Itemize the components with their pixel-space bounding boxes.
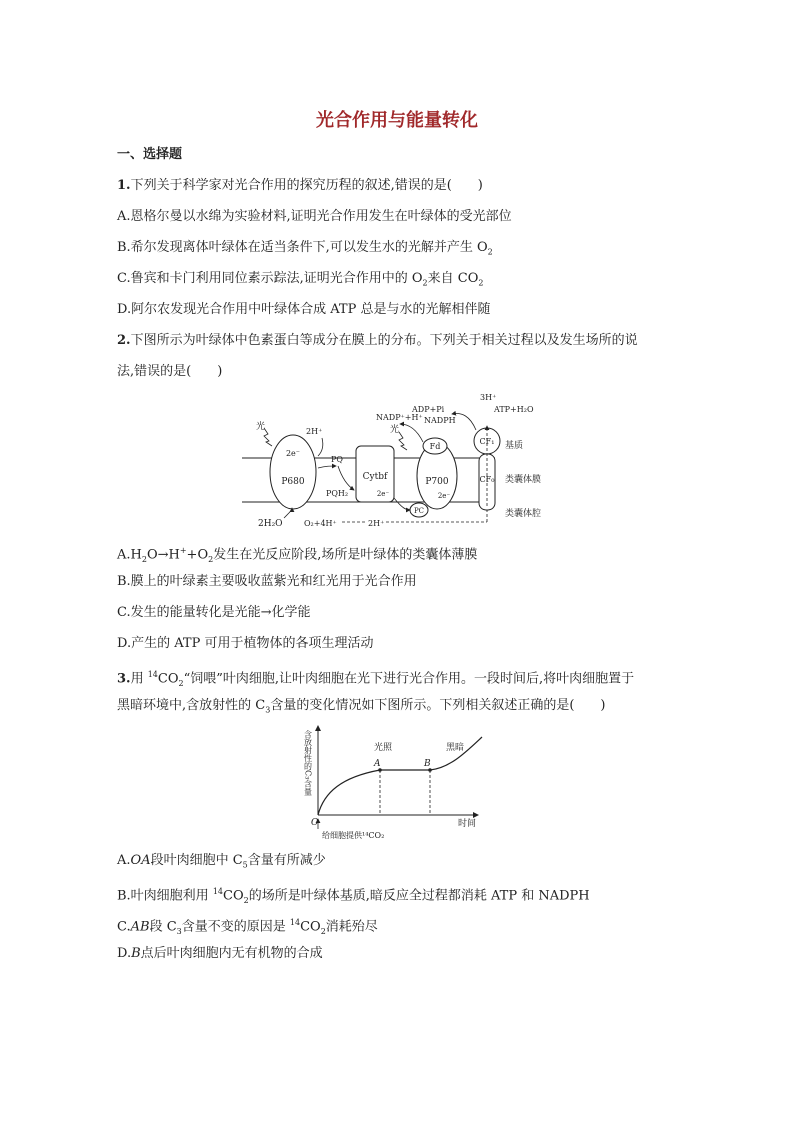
q3-option-d: [117, 945, 323, 963]
q3-c-italic: AB: [130, 919, 150, 935]
light-phase-label: 光照: [374, 743, 393, 753]
cytbf-e-label: 2e⁻: [376, 490, 390, 498]
q3-c-t5: 消耗殆尽: [325, 919, 378, 935]
q3-c-t1: C.: [117, 919, 131, 935]
oxygen-label: O₂+4H⁺: [304, 519, 337, 528]
origin-label: O: [311, 818, 319, 828]
q3-option-a: [117, 852, 326, 875]
proton-label-3: 3H⁺: [480, 393, 497, 402]
q3-b-t2: CO: [223, 888, 244, 904]
atp-label: ATP+H₂O: [494, 405, 534, 414]
q2-number: 2.: [117, 333, 131, 348]
q3-c-t2: 段 C: [149, 919, 177, 935]
q3-c-sub: 3: [176, 926, 182, 936]
arrow-cytbf-pc: [394, 498, 410, 510]
page-title: 光合作用与能量转化: [316, 110, 478, 131]
q2-option-b: B.膜上的叶绿素主要吸收蓝紫光和红光用于光合作用: [117, 574, 417, 589]
q3-a-t2: 段叶肉细胞中 C: [150, 853, 243, 868]
q1-c-sub2: 2: [478, 278, 484, 288]
arrow-water-split: [284, 508, 292, 518]
q3-stem-line2: [117, 697, 605, 720]
p700-label: P700: [425, 477, 449, 487]
q3-s1-sup: 14: [147, 670, 158, 679]
q3-stem-line1: [117, 666, 634, 693]
q3-d-italic: B: [131, 946, 141, 961]
q2-a-t1: A.H: [117, 547, 142, 563]
thylakoid-diagram: [230, 386, 580, 534]
q3-b-t3: 的场所是叶绿体基质,暗反应全过程都消耗 ATP 和 NADPH: [248, 888, 590, 904]
q3-option-c: [117, 914, 378, 941]
q2-a-s1: 2: [141, 554, 147, 564]
q1-c-text1: C.鲁宾和卡门利用同位素示踪法,证明光合作用中的 O: [117, 271, 423, 286]
x-axis-label: 时间: [458, 819, 477, 829]
q3-c-sup: 14: [289, 918, 301, 927]
light-label-2: 光: [390, 425, 400, 435]
cf1-label: CF₁: [479, 437, 495, 446]
q1-option-b: [117, 239, 493, 262]
q3-c-t3: 含量不变的原因是: [181, 919, 290, 935]
q3-a-sub: 5: [242, 860, 248, 870]
q2-option-d: D.产生的 ATP 可用于植物体的各项生理活动: [117, 636, 374, 651]
q3-c-t4: CO: [300, 919, 321, 935]
light-zigzag-2: [399, 432, 407, 450]
q1-c-text2: 来自 CO: [427, 271, 479, 286]
q2-a-s2: 2: [208, 554, 214, 564]
dark-phase-label: 黑暗: [446, 743, 465, 753]
proton-label-bottom: 2H⁺: [368, 519, 385, 528]
proton-label-top: 2H⁺: [306, 427, 323, 436]
q2-a-t2: O→H: [146, 547, 180, 563]
nadph-label: NADPH: [424, 416, 456, 425]
q2-option-a: [117, 542, 477, 569]
pq-label: PQ: [331, 455, 343, 464]
q3-s2-t2: 含量的变化情况如下图所示。下列相关叙述正确的是( ): [270, 698, 606, 713]
arrow-pq-cytbf: [338, 466, 354, 490]
water-label: 2H₂O: [258, 519, 283, 529]
c3-content-chart: [300, 720, 500, 845]
arrow-top-proton: [318, 438, 323, 456]
p680-e-label: 2e⁻: [285, 449, 301, 458]
q2-stem-line1: [117, 332, 638, 350]
thylakoid-membrane-label: 类囊体膜: [505, 475, 542, 485]
q3-option-b: [117, 883, 590, 910]
q1-c-sub1: 2: [422, 278, 428, 288]
q3-b-sup: 14: [212, 887, 224, 896]
p680-complex: [270, 435, 316, 509]
q3-s2-sub: 3: [265, 705, 271, 715]
section-heading: 一、选择题: [117, 147, 183, 162]
point-b-label: B: [424, 759, 431, 769]
q3-d-t1: D.: [117, 946, 132, 961]
arrow-adp-atp: [452, 414, 476, 430]
q2-stem-text1: 下图所示为叶绿体中色素蛋白等成分在膜上的分布。下列关于相关过程以及发生场所的说: [130, 333, 638, 348]
q1-number: 1.: [117, 178, 131, 193]
cf0-label: CF₀: [479, 475, 495, 484]
q1-stem-text: 下列关于科学家对光合作用的探究历程的叙述,错误的是( ): [130, 178, 483, 193]
q3-b-sub: 2: [243, 895, 249, 905]
q3-a-t1: A.: [117, 853, 131, 868]
adp-label: ADP+Pi: [412, 405, 445, 414]
q3-a-t3: 含量有所减少: [247, 853, 326, 868]
stroma-label: 基质: [505, 441, 524, 451]
light-label-1: 光: [256, 422, 266, 432]
fd-label: Fd: [429, 442, 441, 451]
q3-s2-t1: 黑暗环境中,含放射性的 C: [117, 698, 266, 713]
arrow-fd-nadph: [400, 424, 423, 442]
q1-option-c: [117, 270, 483, 293]
arrow-to-pq: [318, 466, 336, 468]
y-axis-label: 含放射性的C₃含量: [303, 730, 313, 796]
q3-a-italic: OA: [130, 853, 151, 868]
co2-supply-label: 给细胞提供¹⁴CO₂: [322, 831, 385, 840]
p700-e-label: 2e⁻: [437, 492, 451, 500]
q3-number: 3.: [117, 671, 131, 687]
q1-stem: [117, 177, 483, 195]
q3-s1-sub: 2: [178, 678, 184, 688]
q2-a-sup: +: [179, 546, 187, 555]
q3-s1-t3: “饲喂”叶肉细胞,让叶肉细胞在光下进行光合作用。一段时间后,将叶肉细胞置于: [183, 671, 635, 687]
q3-c-sub2: 2: [320, 926, 326, 936]
nadp-label: NADP⁺+H⁺: [376, 413, 423, 422]
q1-option-d: D.阿尔农发现光合作用中叶绿体合成 ATP 总是与水的光解相伴随: [117, 302, 491, 317]
light-zigzag-1: [264, 428, 272, 446]
q3-d-t2: 点后叶肉细胞内无有机物的合成: [140, 946, 323, 961]
q3-s1-t1: 用: [130, 671, 148, 687]
pc-label: PC: [413, 507, 425, 515]
q1-b-sub: 2: [487, 247, 493, 257]
q2-a-t4: 发生在光反应阶段,场所是叶绿体的类囊体薄膜: [213, 547, 478, 563]
point-a-label: A: [374, 759, 381, 769]
p680-label: P680: [281, 477, 305, 487]
cytbf-label: Cytbf: [362, 472, 388, 482]
lumen-label: 类囊体腔: [505, 509, 542, 519]
q3-s1-t2: CO: [157, 671, 179, 687]
q1-b-text: B.希尔发现离体叶绿体在适当条件下,可以发生水的光解并产生 O: [117, 240, 488, 255]
q2-a-t3: +O: [186, 547, 209, 563]
q2-stem-line2: 法,错误的是( ): [117, 364, 223, 379]
q1-option-a: A.恩格尔曼以水绵为实验材料,证明光合作用发生在叶绿体的受光部位: [117, 209, 512, 224]
q2-option-c: C.发生的能量转化是光能→化学能: [117, 605, 311, 620]
pqh2-label: PQH₂: [325, 489, 349, 498]
q3-b-t1: B.叶肉细胞利用: [117, 888, 213, 904]
